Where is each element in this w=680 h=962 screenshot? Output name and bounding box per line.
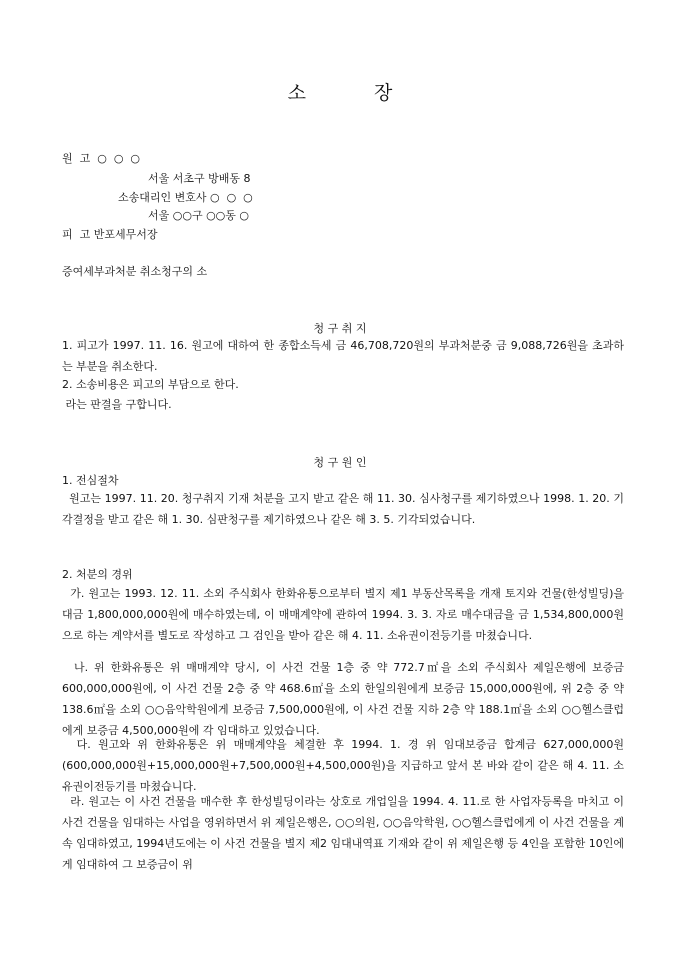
attorney-name: 소송대리인 변호사 ○ ○ ○ [118,191,253,204]
claim-cause-heading: 청 구 원 인 [313,456,367,469]
case-name: 증여세부과처분 취소청구의 소 [62,265,208,278]
claim-purpose-closing: 라는 판결을 구합니다. [62,398,172,411]
section-2-item-da: 다. 원고와 위 한화유통은 위 매매계약을 체결한 후 1994. 1. 경 위 임대보증금 합계금 627,000,000원(600,000,000원+15,000,000원+7,500,000원+4,500,000원)을 지급하고 앞서 본 바와 같이 같은 해 4. 11. 소유권이전등기를 마쳤습니다. [62,738,624,793]
section-2-item-na: 나. 위 한화유통은 위 매매계약 당시, 이 사건 건물 1층 중 약 772.7㎡을 소외 주식회사 제일은행에 보증금 600,000,000원에, 이 사건 건물 2층 중 약 468.6㎡을 소외 한일의원에게 보증금 15,000,000원에, 위 2층 중 약 138.6㎡을 소외 ○○음악학원에게 보증금 7,500,000원에, 이 사건 건물 지하 2층 약 188.1㎡을 소외 ○○헬스클럽에게 보증금 4,500,000원에 각 임대하고 있었습니다. [62,661,628,737]
section-2-item-ga: 가. 원고는 1993. 12. 11. 소외 주식회사 한화유통으로부터 별지 제1 부동산목록을 개재 토지와 건물(한성빌딩)을 대금 1,800,000,000원에 매수하였는데, 이 매매계약에 관하여 1994. 3. 3. 자로 매수대금을 금 1,534,800,000원으로 하는 계약서를 별도로 작성하고 그 검인을 받아 같은 해 4. 11. 소유권이전등기를 마쳤습니다. [62,587,628,642]
section-1-body: 원고는 1997. 11. 20. 청구취지 기재 처분을 고지 받고 같은 해 11. 30. 심사청구를 제기하였으나 1998. 1. 20. 기각결정을 받고 같은 해 1. 30. 심판청구를 제기하였으나 같은 해 3. 5. 기각되었습니다. [62,492,624,526]
attorney-address: 서울 ○○구 ○○동 ○ [148,209,249,222]
defendant-label: 피 고 반포세무서장 [62,228,158,241]
title-char-1: 소 [287,82,306,104]
title-char-2: 장 [374,82,393,104]
claim-purpose-heading: 청 구 취 지 [313,322,367,335]
claim-purpose-item-1: 1. 피고가 1997. 11. 16. 원고에 대하여 한 종합소득세 금 46,708,720원의 부과처분중 금 9,088,726원을 초과하는 부분을 취소한다. [62,339,624,373]
section-2-heading: 2. 처분의 경위 [62,568,133,581]
plaintiff-address: 서울 서초구 방배동 8 [148,172,251,185]
document-title [0,78,680,105]
section-1-heading: 1. 전심절차 [62,474,119,487]
section-2-item-ra: 라. 원고는 이 사건 건물을 매수한 후 한성빌딩이라는 상호로 개업일을 1994. 4. 11.로 한 사업자등록을 마치고 이 사건 건물을 임대하는 사업을 영위하면서 위 제일은행은, ○○의원, ○○음악학원, ○○헬스클럽에게 이 사건 건물을 계속 임대하였고, 1994년도에는 이 사건 건물을 별지 제2 임대내역표 기재와 같이 위 제일은행 등 4인을 포함한 10인에게 임대하여 그 보증금이 위 [62,795,628,871]
plaintiff-label: 원 고 ○ ○ ○ [62,152,141,165]
claim-purpose-item-2: 2. 소송비용은 피고의 부담으로 한다. [62,378,239,391]
